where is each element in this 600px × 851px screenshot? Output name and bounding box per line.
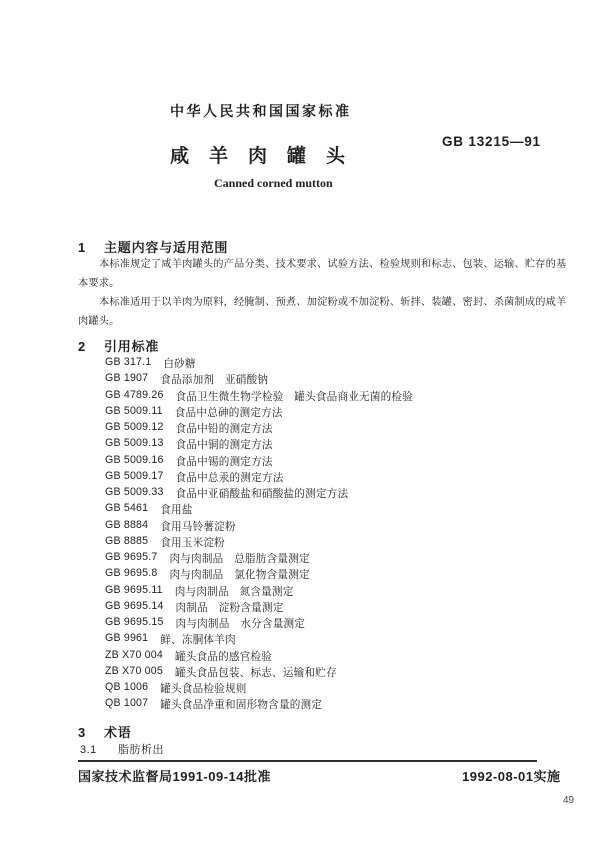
reference-code: GB 9695.7	[105, 551, 158, 563]
reference-code: GB 5009.13	[105, 437, 164, 450]
section-1-number: 1	[78, 240, 87, 255]
reference-item	[105, 535, 413, 551]
reference-item	[105, 600, 413, 616]
section-3-heading	[78, 722, 132, 741]
reference-code: GB 5009.17	[105, 469, 164, 482]
reference-code: QB 1007	[105, 697, 149, 710]
reference-code: GB 1907	[105, 372, 149, 385]
reference-title: 食品中锡的测定方法	[175, 455, 273, 468]
reference-title: 罐头食品净重和固形物含量的测定	[160, 699, 323, 712]
paragraph-line: 本标准规定了咸羊肉罐头的产品分类、技术要求、试验方法、检验规则和标志、包装、运输、贮存的基	[99, 259, 567, 270]
reference-title: 肉与肉制品 总脂肪含量测定	[169, 553, 310, 565]
references-list	[105, 356, 413, 714]
section-3-number: 3	[78, 725, 87, 740]
reference-title: 肉与肉制品 水分含量测定	[175, 618, 306, 630]
reference-item	[105, 567, 413, 583]
reference-code: GB 5009.33	[105, 486, 164, 498]
reference-item	[105, 389, 413, 405]
reference-title: 食品中总汞的测定方法	[175, 471, 284, 484]
section-2-number: 2	[78, 339, 87, 354]
section-1-body	[78, 256, 566, 332]
reference-item	[105, 519, 413, 535]
reference-title: 肉与肉制品 氯化物含量测定	[169, 569, 310, 582]
reference-item	[105, 470, 413, 486]
reference-item	[105, 454, 413, 470]
reference-code: GB 9961	[105, 632, 149, 645]
reference-title: 肉制品 淀粉含量测定	[175, 601, 284, 614]
reference-title: 罐头食品包装、标志、运输和贮存	[174, 666, 337, 679]
reference-title: 鲜、冻胴体羊肉	[160, 634, 236, 647]
section-2-heading	[78, 336, 159, 355]
reference-item	[105, 551, 413, 567]
approval-text: 国家技术监督局1991-09-14批准	[78, 769, 271, 784]
implementation-text: 1992-08-01实施	[462, 769, 561, 784]
reference-code: GB 5009.12	[105, 421, 164, 433]
reference-title: 肉与肉制品 氮含量测定	[174, 585, 294, 598]
paragraph-line: 本要求。	[78, 277, 120, 289]
reference-code: GB 317.1	[105, 356, 152, 368]
footer-rule	[78, 760, 537, 762]
reference-title: 罐头食品检验规则	[160, 683, 247, 695]
clause-number: 3.1	[80, 744, 97, 756]
reference-item	[105, 356, 413, 372]
reference-item	[105, 681, 413, 697]
reference-item	[105, 616, 413, 632]
clause-3-1	[80, 741, 164, 757]
standard-org-title: 中华人民共和国国家标准	[170, 103, 352, 119]
reference-code: GB 5009.11	[105, 404, 163, 417]
reference-item	[105, 486, 413, 502]
reference-title: 罐头食品的感官检验	[174, 650, 273, 663]
reference-item	[105, 502, 413, 518]
section-1-heading-text: 主题内容与适用范围	[104, 240, 229, 255]
reference-code: GB 9695.14	[105, 599, 164, 612]
reference-code: GB 8885	[105, 534, 149, 547]
page-number: 49	[563, 795, 575, 806]
reference-item	[105, 372, 413, 388]
reference-code: GB 8884	[105, 518, 149, 531]
reference-code: QB 1006	[105, 681, 149, 693]
reference-code: GB 5009.16	[105, 453, 164, 466]
reference-title: 食品添加剂 亚硝酸钠	[160, 374, 269, 387]
reference-item	[105, 405, 413, 421]
reference-title: 食品中亚硝酸盐和硝酸盐的测定方法	[175, 488, 349, 500]
reference-title: 食用马铃薯淀粉	[160, 520, 236, 533]
reference-code: GB 5461	[105, 502, 149, 515]
reference-code: GB 9695.15	[105, 616, 164, 628]
reference-code: GB 4789.26	[105, 388, 164, 401]
section-1-heading	[78, 237, 228, 256]
reference-item	[105, 632, 413, 648]
section-2-heading-text: 引用标准	[104, 339, 160, 354]
standard-title-en: Canned corned mutton	[214, 176, 333, 190]
reference-title: 白砂糖	[163, 358, 196, 370]
reference-item	[105, 649, 413, 665]
reference-code: GB 9695.11	[105, 583, 163, 596]
clause-title: 脂肪析出	[118, 744, 164, 756]
reference-item	[105, 421, 413, 437]
reference-title: 食品中总砷的测定方法	[174, 406, 283, 419]
reference-code: ZB X70 005	[105, 664, 163, 677]
reference-item	[105, 697, 413, 713]
standard-title-cn: 咸羊肉罐头	[170, 146, 366, 167]
reference-title: 食用盐	[160, 504, 193, 517]
standard-number: GB 13215—91	[442, 134, 541, 149]
reference-item	[105, 437, 413, 453]
reference-code: GB 9695.8	[105, 567, 158, 580]
reference-item	[105, 584, 413, 600]
reference-title: 食品中铅的测定方法	[175, 423, 273, 435]
reference-title: 食品中铜的测定方法	[175, 439, 273, 452]
reference-code: ZB X70 004	[105, 648, 163, 661]
paragraph-line: 肉罐头。	[78, 315, 120, 327]
reference-item	[105, 665, 413, 681]
section-3-heading-text: 术语	[104, 725, 132, 740]
paragraph-line: 本标准适用于以羊肉为原料，经腌制、预煮、加淀粉或不加淀粉、斩拌、装罐、密封、杀菌制成的咸羊	[99, 296, 567, 308]
reference-title: 食品卫生微生物学检验 罐头食品商业无菌的检验	[175, 390, 414, 403]
reference-title: 食用玉米淀粉	[160, 536, 225, 549]
